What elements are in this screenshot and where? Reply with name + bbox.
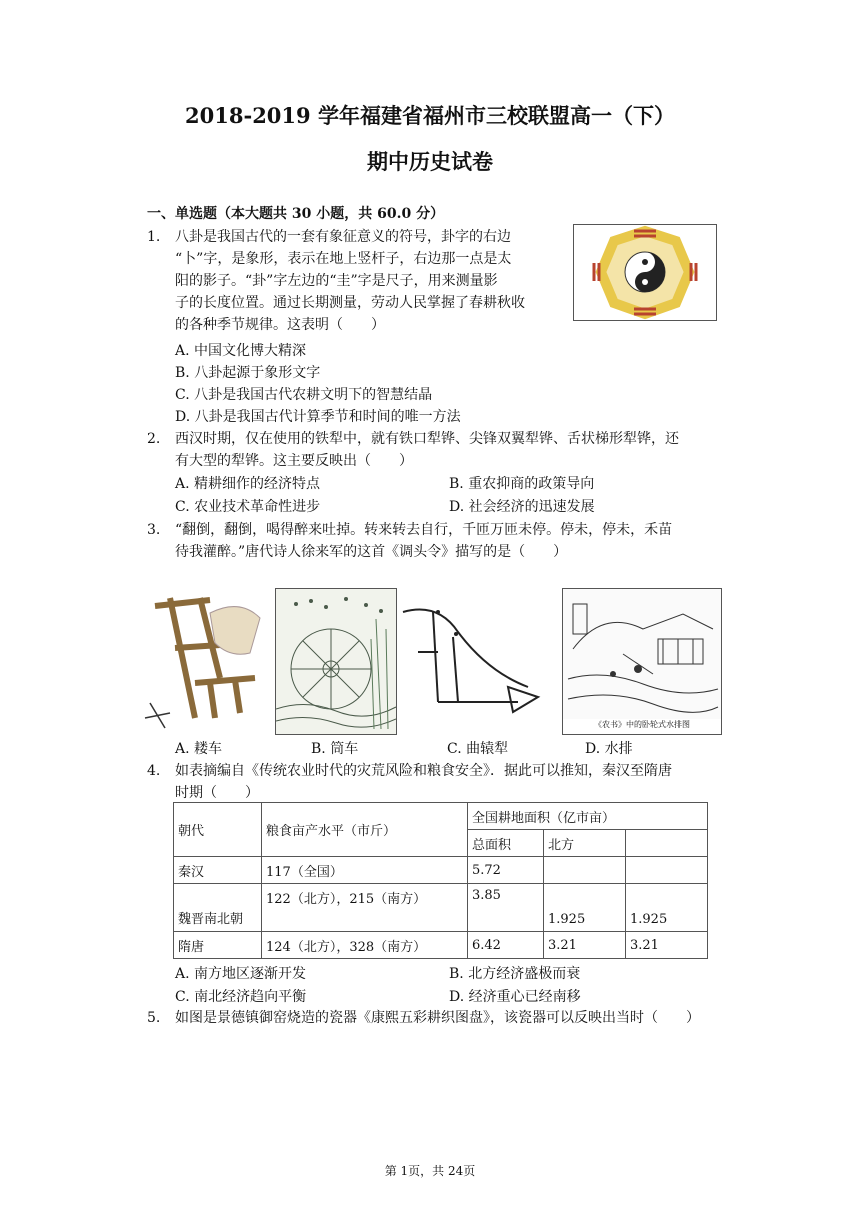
option-a[interactable]: A. 南方地区逐渐开发 (175, 966, 307, 982)
bagua-image (573, 224, 717, 321)
option-d[interactable]: D. 社会经济的迅速发展 (449, 499, 595, 515)
option-b[interactable]: B. 八卦起源于象形文字 (175, 365, 321, 381)
option-a[interactable]: A. 耧车 (175, 741, 223, 757)
question-line: 如表摘编自《传统农业时代的灾荒风险和粮食安全》．据此可以推知，秦汉至隋唐 (175, 763, 672, 779)
question-line: 有大型的犁铧。这主要反映出（ ） (175, 453, 413, 469)
header-area: 全国耕地面积（亿市亩） (468, 803, 708, 830)
question-number: 1. (147, 229, 161, 245)
seed-drill-image (140, 588, 270, 733)
cell-yield: 117（全国） (262, 857, 468, 884)
option-a[interactable]: A. 精耕细作的经济特点 (175, 476, 321, 492)
water-bellows-icon (563, 589, 721, 719)
cell-south (626, 857, 708, 884)
cell-south: 3.21 (626, 932, 708, 959)
option-b[interactable]: B. 北方经济盛极而衰 (449, 966, 581, 982)
cell-yield: 124（北方），328（南方） (262, 932, 468, 959)
data-table (173, 802, 708, 959)
question-line: 八卦是我国古代的一套有象征意义的符号，卦字的右边 (175, 229, 511, 245)
option-d[interactable]: D. 水排 (585, 741, 633, 757)
header-yield: 粮食亩产水平（市斤） (262, 803, 468, 857)
header-north: 北方 (544, 830, 626, 857)
option-d[interactable]: D. 八卦是我国古代计算季节和时间的唯一方法 (175, 409, 461, 425)
option-d[interactable]: D. 经济重心已经南移 (449, 989, 581, 1005)
question-number: 4. (147, 763, 161, 779)
document-title-line1: 2018-2019 学年福建省福州市三校联盟高一（下） (185, 103, 675, 128)
option-a[interactable]: A. 中国文化博大精深 (175, 343, 307, 359)
question-line: “卜”字，是象形，表示在地上竖杆子，右边那一点是太 (175, 251, 512, 267)
cell-south: 1.925 (626, 884, 708, 932)
option-c[interactable]: C. 农业技术革命性进步 (175, 499, 321, 515)
question-number: 3. (147, 522, 161, 538)
cell-total: 3.85 (468, 884, 544, 932)
question-number: 5. (147, 1010, 161, 1026)
bagua-icon (574, 225, 716, 320)
question-line: “翻倒，翻倒，喝得醉来吐掉。转来转去自行，千匝万匝未停。停未，停未，禾苗 (175, 522, 673, 538)
cell-north (544, 857, 626, 884)
table-row (174, 932, 708, 959)
table-row (174, 857, 708, 884)
cell-dynasty: 魏晋南北朝 (174, 884, 262, 932)
option-c[interactable]: C. 曲辕犁 (447, 741, 509, 757)
header-dynasty: 朝代 (174, 803, 262, 857)
cell-dynasty: 秦汉 (174, 857, 262, 884)
option-c[interactable]: C. 南北经济趋向平衡 (175, 989, 307, 1005)
water-wheel-icon (276, 589, 396, 734)
document-title-line2: 期中历史试卷 (367, 149, 493, 174)
curved-plow-icon (398, 592, 548, 732)
cell-north: 3.21 (544, 932, 626, 959)
header-empty (626, 830, 708, 857)
curved-plow-image (398, 592, 548, 732)
table-row (174, 884, 708, 932)
cell-north: 1.925 (544, 884, 626, 932)
option-b[interactable]: B. 重农抑商的政策导向 (449, 476, 595, 492)
question-line: 子的长度位置。通过长期测量，劳动人民掌握了春耕秋收 (175, 295, 525, 311)
question-line: 如图是景德镇御窑烧造的瓷器《康熙五彩耕织图盘》，该瓷器可以反映出当时（ ） (175, 1010, 700, 1026)
question-number: 2. (147, 431, 161, 447)
seed-drill-icon (140, 588, 270, 733)
cell-total: 5.72 (468, 857, 544, 884)
image-caption: 《农书》中的卧轮式水排图 (594, 720, 690, 729)
cell-yield: 122（北方），215（南方） (262, 884, 468, 932)
cell-dynasty: 隋唐 (174, 932, 262, 959)
question-line: 西汉时期，仅在使用的铁犁中，就有铁口犁铧、尖锋双翼犁铧、舌状梯形犁铧，还 (175, 431, 679, 447)
option-b[interactable]: B. 筒车 (311, 741, 359, 757)
water-bellows-image (562, 588, 722, 735)
page-footer: 第 1页，共 24页 (384, 1164, 476, 1178)
water-wheel-image (275, 588, 397, 735)
cell-total: 6.42 (468, 932, 544, 959)
question-line: 时期（ ） (175, 785, 259, 801)
question-line: 阳的影子。“卦”字左边的“圭”字是尺子，用来测量影 (175, 273, 498, 289)
section-heading: 一、单选题（本大题共 30 小题，共 60.0 分） (147, 206, 445, 222)
header-total: 总面积 (468, 830, 544, 857)
question-line: 的各种季节规律。这表明（ ） (175, 317, 385, 333)
option-c[interactable]: C. 八卦是我国古代农耕文明下的智慧结晶 (175, 387, 433, 403)
question-line: 待我灌醉。”唐代诗人徐来军的这首《调头令》描写的是（ ） (175, 544, 568, 560)
